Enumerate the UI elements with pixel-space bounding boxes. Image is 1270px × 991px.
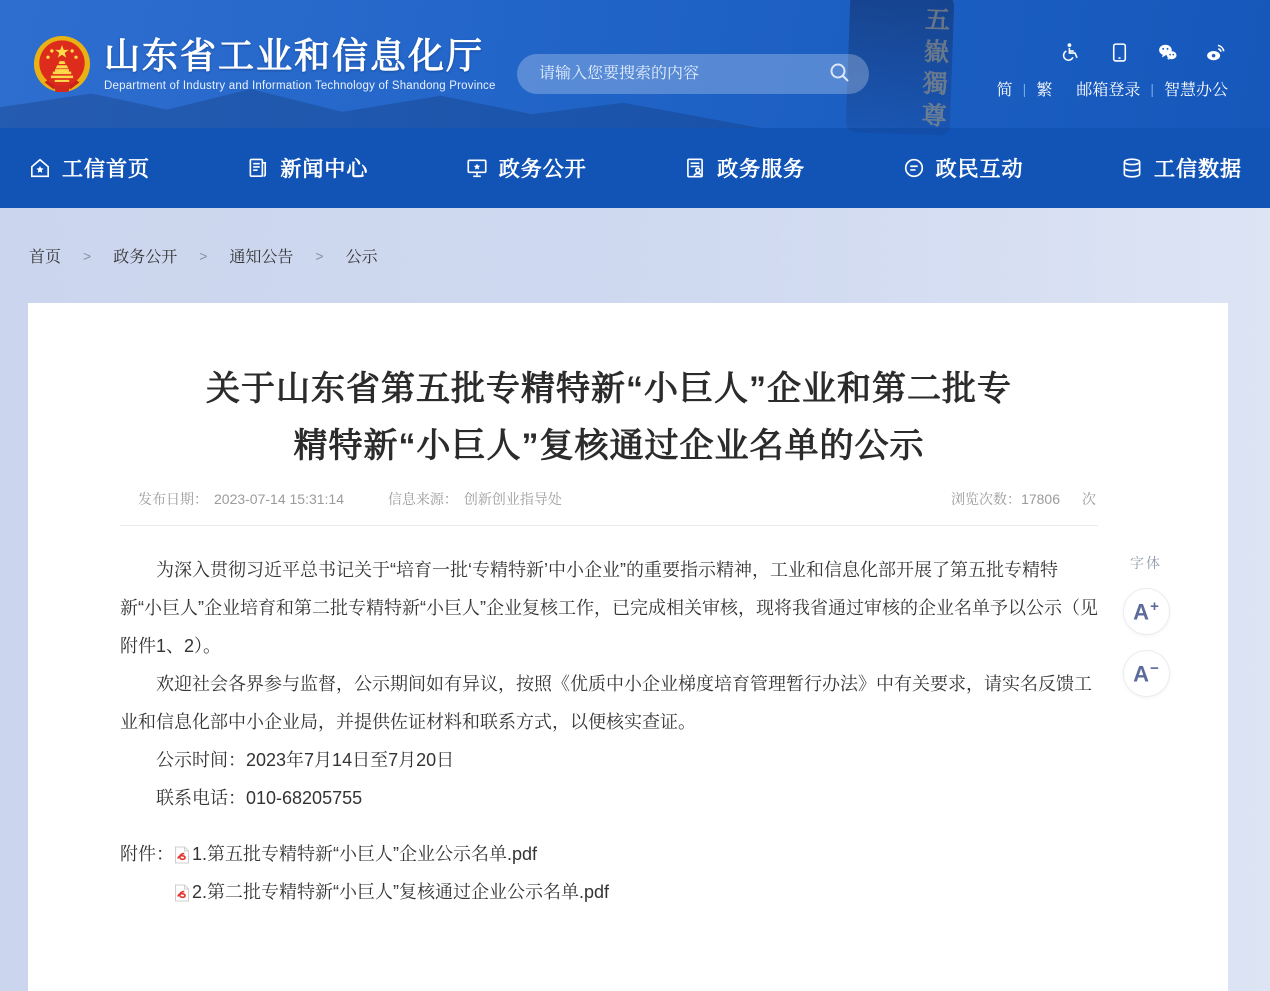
font-size-label: 字体: [1130, 555, 1162, 571]
simplified-chinese-link[interactable]: 简: [996, 82, 1013, 99]
mail-login-link[interactable]: 邮箱登录: [1076, 82, 1141, 99]
monitor-star-icon: [465, 156, 489, 180]
nav-item-label: 政务公开: [498, 158, 587, 181]
site-subtitle: Department of Industry and Information Technology of Shandong Province: [104, 80, 496, 93]
article-body: [120, 551, 1098, 911]
paragraph-1: 为深入贯彻习近平总书记关于“培育一批‘专精特新’中小企业”的重要指示精神，工业和信息化部开展了第五批专精特新“小巨人”企业培育和第二批专精特新“小巨人”企业复核工作，已完成相关审核，现将我省通过审核的企业名单予以公示（见附件1、2）。: [120, 560, 1098, 656]
views-unit: 次: [1082, 491, 1096, 507]
nav-item-gov-services[interactable]: [683, 153, 805, 183]
pdf-file-icon: [174, 877, 190, 895]
contact-phone-line: 联系电话：010-68205755: [156, 788, 363, 808]
taishan-stone-decoration: 五嶽獨尊: [846, 0, 955, 136]
main-navigation: [0, 128, 1270, 208]
site-header: [0, 0, 1270, 135]
attachment-item: [174, 835, 609, 873]
breadcrumb-separator: >: [315, 247, 324, 264]
site-brand[interactable]: [33, 35, 496, 93]
nav-item-news[interactable]: [246, 153, 368, 183]
font-increase-button[interactable]: A+: [1123, 588, 1170, 635]
pdf-file-icon: [174, 839, 190, 857]
quick-links-divider: |: [1022, 80, 1027, 97]
nav-item-industry-data[interactable]: [1120, 153, 1242, 183]
nav-item-label: 政民互动: [935, 158, 1024, 181]
article-meta-left: [138, 489, 602, 509]
plus-sign: +: [1150, 598, 1159, 616]
site-search[interactable]: [517, 54, 869, 94]
breadcrumb: [0, 208, 1270, 303]
search-button[interactable]: [827, 61, 853, 87]
publish-date: 发布日期： 2023-07-14 15:31:14: [138, 491, 344, 507]
article-card: [28, 303, 1228, 991]
nav-item-public-interaction[interactable]: [902, 153, 1024, 183]
nav-item-label: 工信首页: [62, 158, 150, 181]
article-title: [120, 361, 1098, 475]
nav-item-gov-disclosure[interactable]: [465, 153, 587, 183]
chat-bubble-icon: [902, 156, 926, 180]
attachments-list: [174, 835, 609, 911]
attachments-block: [120, 835, 1098, 911]
nav-item-label: 工信数据: [1153, 158, 1242, 181]
views-label: 浏览次数：: [951, 491, 1022, 507]
attachment-link-2[interactable]: 2.第二批专精特新“小巨人”复核通过企业公示名单.pdf: [192, 882, 610, 902]
home-icon: [28, 156, 52, 180]
article-title-line2: 精特新“小巨人”复核通过企业名单的公示: [293, 427, 925, 465]
paragraph-2: 欢迎社会各界参与监督，公示期间如有异议，按照《优质中小企业梯度培育管理暂行办法》中有关要求，请实名反馈工业和信息化部中小企业局，并提供佐证材料和联系方式，以便核实查证。: [120, 674, 1092, 732]
attachment-link-1[interactable]: 1.第五批专精特新“小巨人”企业公示名单.pdf: [192, 844, 538, 864]
accessibility-icon[interactable]: [1061, 42, 1082, 63]
news-icon: [246, 156, 270, 180]
info-source: 信息来源： 创新创业指导处: [387, 491, 562, 507]
article-meta: [120, 489, 1098, 526]
search-input[interactable]: [539, 65, 827, 83]
nav-item-home[interactable]: [28, 153, 150, 183]
minus-sign: −: [1150, 660, 1159, 678]
breadcrumb-separator: >: [199, 247, 208, 264]
article-meta-right: [951, 489, 1096, 509]
search-icon: [828, 61, 852, 85]
breadcrumb-gov-disclosure[interactable]: 政务公开: [113, 249, 178, 266]
nav-item-label: 新闻中心: [280, 158, 369, 181]
header-utility-icons: [1061, 42, 1226, 63]
notice-period-line: 公示时间：2023年7月14日至7月20日: [156, 750, 455, 770]
breadcrumb-home[interactable]: 首页: [29, 249, 62, 266]
header-quick-links: [997, 77, 1228, 100]
attachments-label: 附件：: [120, 844, 174, 864]
views-count: 17806: [1021, 491, 1060, 507]
weibo-icon[interactable]: [1205, 42, 1226, 63]
breadcrumb-separator: >: [83, 247, 92, 264]
traditional-chinese-link[interactable]: 繁: [1036, 82, 1053, 99]
national-emblem-logo: [33, 35, 91, 93]
site-title: 山东省工业和信息化厅: [104, 34, 485, 76]
site-title-block: [104, 36, 496, 93]
smart-office-link[interactable]: 智慧办公: [1163, 82, 1228, 99]
quick-links-divider: |: [1150, 80, 1154, 97]
attachment-item: [174, 873, 609, 911]
breadcrumb-public-notice[interactable]: 公示: [345, 249, 378, 266]
font-size-controls: [1121, 553, 1171, 697]
document-person-icon: [683, 156, 707, 180]
font-decrease-button[interactable]: A−: [1123, 650, 1170, 697]
breadcrumb-notices[interactable]: 通知公告: [229, 249, 294, 266]
mobile-version-icon[interactable]: [1109, 42, 1130, 63]
wechat-icon[interactable]: [1157, 42, 1178, 63]
article-title-line1: 关于山东省第五批专精特新“小巨人”企业和第二批专: [206, 370, 1012, 408]
nav-item-label: 政务服务: [717, 158, 806, 181]
database-icon: [1120, 156, 1144, 180]
